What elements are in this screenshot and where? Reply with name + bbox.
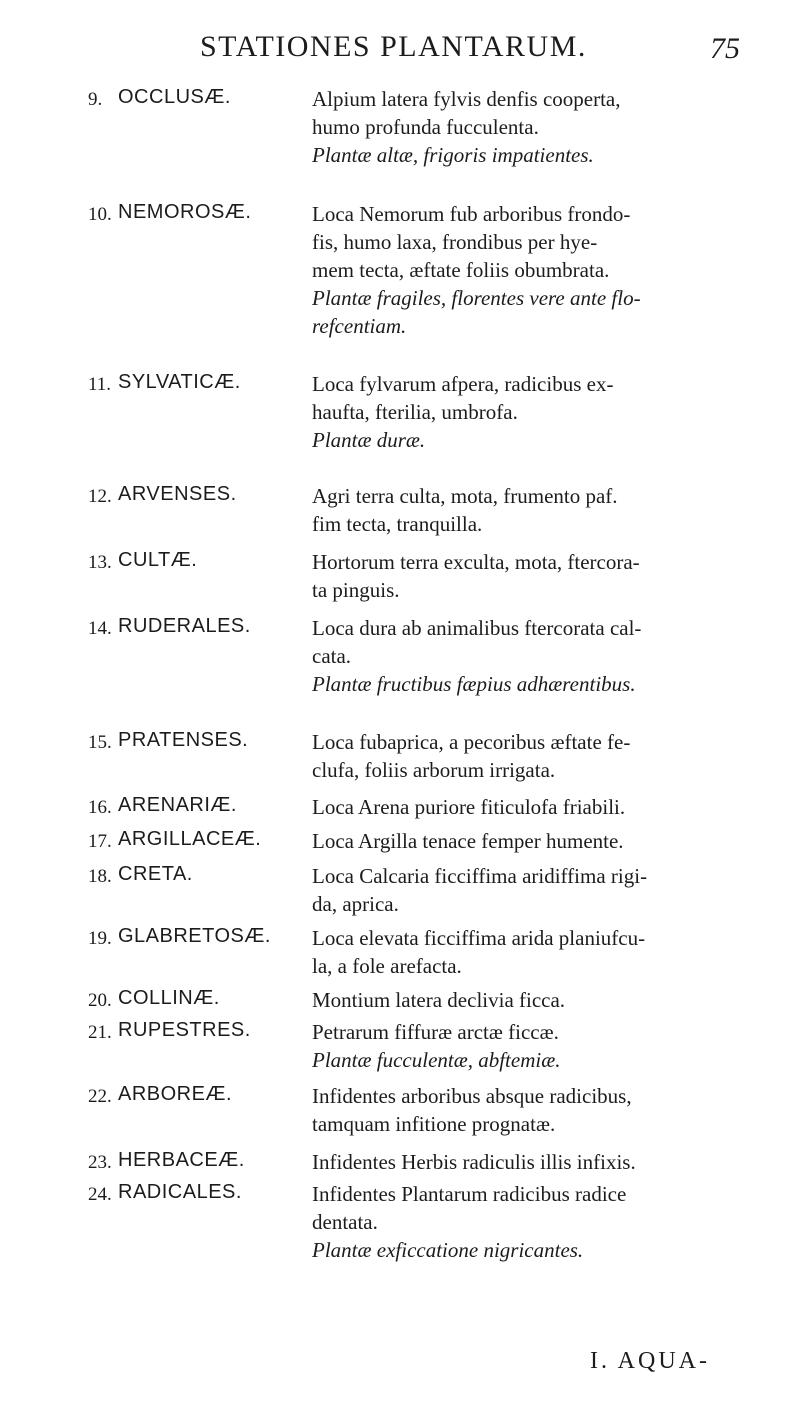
catchword: I. AQUA- [590,1348,710,1374]
description-line: Loca elevata ficciffima arida planiufcu- [312,926,646,950]
entry-number: 17. [88,831,112,852]
entry-number: 10. [88,204,112,225]
entry-description [312,1082,772,1138]
description-line: Loca fubaprica, a pecoribus æftate fe- [312,730,631,754]
plant-note: Plantæ fragiles, florentes vere ante flo- [312,286,641,310]
entry-number: 14. [88,618,112,639]
description-line: Loca Nemorum fub arboribus frondo- [312,202,631,226]
entry-description [312,924,772,980]
description-line: Infidentes Herbis radiculis illis infixis. [312,1150,636,1174]
description-line: Loca Arena puriore fiticulofa friabili. [312,795,626,819]
entry-name: HERBACEÆ. [118,1149,245,1171]
entry-name: CULTÆ. [118,549,198,571]
entry-description [312,1180,772,1264]
entry-description [312,793,772,821]
entry-number: 11. [88,374,112,395]
description-line: haufta, fterilia, umbrofa. [312,400,518,424]
description-line: fis, humo laxa, frondibus per hye- [312,230,598,254]
description-line: Loca Argilla tenace femper humente. [312,829,624,853]
plant-note: Plantæ fructibus fæpius adhærentibus. [312,672,636,696]
entry-number: 9. [88,89,103,110]
entry-number: 12. [88,486,112,507]
entry-number: 19. [88,928,112,949]
page-number: 75 [710,32,740,65]
entry-name: OCCLUSÆ. [118,86,231,108]
entry-description [312,548,772,604]
entry-description [312,482,772,538]
description-line: Infidentes arboribus absque radicibus, [312,1084,632,1108]
entry-description [312,1018,772,1074]
entry-number: 16. [88,797,112,818]
entry-number: 21. [88,1022,112,1043]
entry-number: 20. [88,990,112,1011]
description-line: la, a fole arefacta. [312,954,462,978]
description-line: tamquam infitione prognatæ. [312,1112,556,1136]
description-line: fim tecta, tranquilla. [312,512,483,536]
entry-description [312,986,772,1014]
description-line: da, aprica. [312,892,399,916]
entry-name: RUDERALES. [118,615,251,637]
plant-note: Plantæ altæ, frigoris impatientes. [312,143,594,167]
entry-name: NEMOROSÆ. [118,201,252,223]
entry-description [312,862,772,918]
description-line: mem tecta, æftate foliis obumbrata. [312,258,610,282]
description-line: Montium latera declivia ficca. [312,988,566,1012]
entry-description [312,370,772,454]
entry-name: PRATENSES. [118,729,249,751]
running-head [0,30,800,70]
entry-name: SYLVATICÆ. [118,371,241,393]
entry-number: 13. [88,552,112,573]
entry-name: ARENARIÆ. [118,794,237,816]
entry-name: ARVENSES. [118,483,237,505]
entry-number: 22. [88,1086,112,1107]
description-line: Loca dura ab animalibus ftercorata cal- [312,616,642,640]
plant-note: Plantæ fucculentæ, abftemiæ. [312,1048,561,1072]
entry-number: 24. [88,1184,112,1205]
description-line: Agri terra culta, mota, frumento paf. [312,484,618,508]
entry-number: 18. [88,866,112,887]
description-line: ta pinguis. [312,578,400,602]
description-line: Loca Calcaria ficciffima aridiffima rigi- [312,864,648,888]
entry-name: ARBOREÆ. [118,1083,233,1105]
entry-name: COLLINÆ. [118,987,220,1009]
entry-name: RUPESTRES. [118,1019,251,1041]
entry-number: 23. [88,1152,112,1173]
entry-name: RADICALES. [118,1181,242,1203]
entry-name: GLABRETOSÆ. [118,925,271,947]
description-line: clufa, foliis arborum irrigata. [312,758,556,782]
entry-description [312,1148,772,1176]
description-line: dentata. [312,1210,378,1234]
description-line: Loca fylvarum afpera, radicibus ex- [312,372,614,396]
entry-description [312,85,772,169]
description-line: Infidentes Plantarum radicibus radice [312,1182,627,1206]
description-line: Hortorum terra exculta, mota, ftercora- [312,550,640,574]
description-line: Petrarum fiffuræ arctæ ficcæ. [312,1020,559,1044]
page-title: STATIONES PLANTARUM. [200,30,587,63]
plant-note: Plantæ duræ. [312,428,426,452]
entry-description [312,728,772,784]
description-line: cata. [312,644,352,668]
entry-name: CRETA. [118,863,193,885]
plant-note: Plantæ exficcatione nigricantes. [312,1238,584,1262]
entry-description [312,200,772,340]
entry-name: ARGILLACEÆ. [118,828,262,850]
description-line: humo profunda fucculenta. [312,115,539,139]
entry-number: 15. [88,732,112,753]
plant-note: refcentiam. [312,314,407,338]
description-line: Alpium latera fylvis denfis cooperta, [312,87,621,111]
entry-description [312,827,772,855]
entry-description [312,614,772,698]
